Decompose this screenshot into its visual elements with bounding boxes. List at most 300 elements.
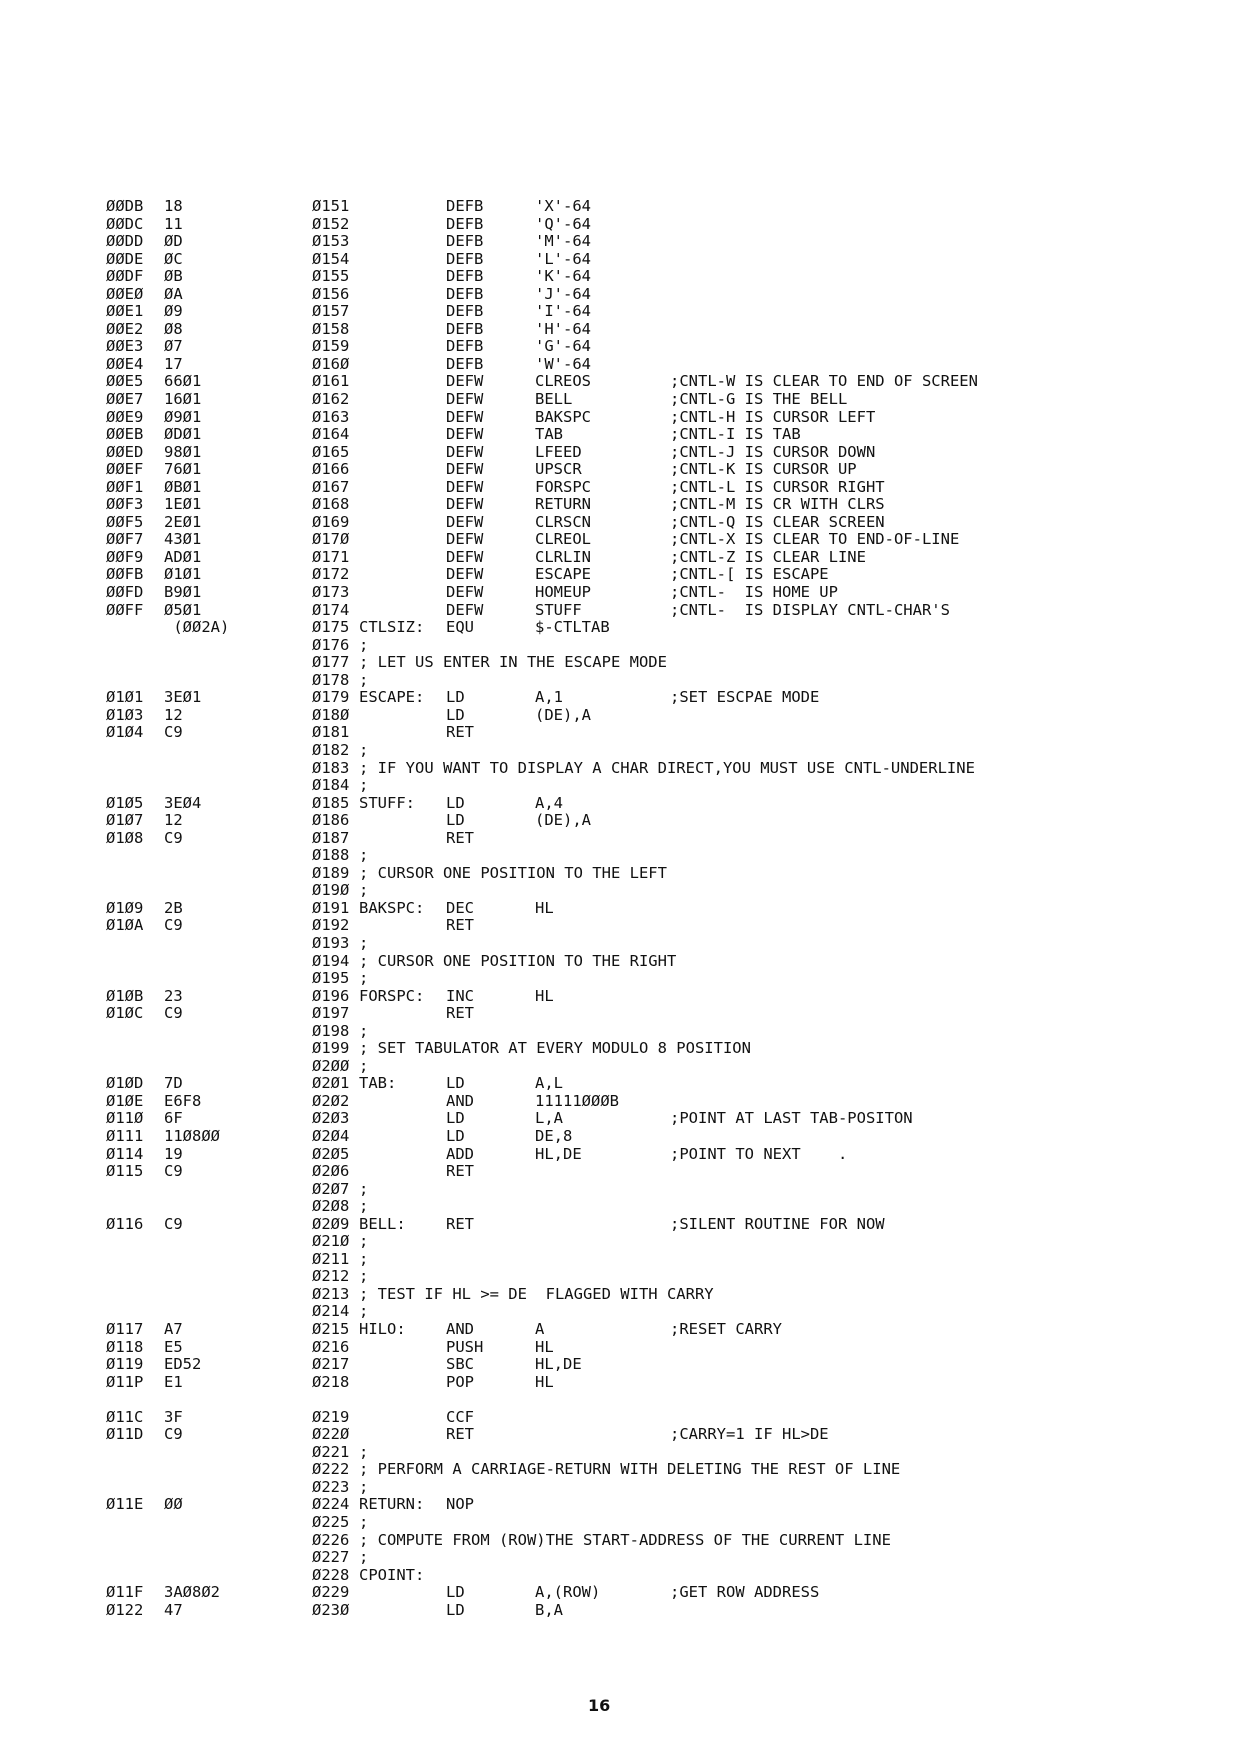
line-number: Ø223 — [312, 1477, 350, 1496]
line-number: Ø2Ø8 — [312, 1197, 350, 1216]
object-code: ØA — [164, 284, 183, 303]
operand: BAKSPC — [535, 407, 591, 426]
line-number: Ø191 — [312, 898, 350, 917]
label: RETURN: — [359, 1495, 425, 1514]
object-code: A7 — [164, 1320, 183, 1338]
label: ; — [359, 1021, 369, 1040]
mnemonic: RET — [446, 1425, 474, 1444]
comment-text: ; IF YOU WANT TO DISPLAY A CHAR DIRECT,YOU MUST USE CNTL-UNDERLINE — [359, 758, 975, 777]
object-code: 17 — [164, 354, 183, 373]
address: ØØE4 — [106, 354, 144, 373]
line-number: Ø224 — [312, 1495, 350, 1514]
object-code: E6F8 — [164, 1091, 202, 1110]
label: BELL: — [359, 1214, 406, 1233]
line-number: Ø152 — [312, 214, 350, 233]
line-number: Ø19Ø — [312, 881, 350, 900]
label: TAB: — [359, 1074, 397, 1093]
line-number: Ø2Ø1 — [312, 1074, 350, 1093]
mnemonic: LD — [446, 811, 465, 830]
line-number: Ø229 — [312, 1583, 350, 1602]
operand: CLRSCN — [535, 512, 591, 531]
object-code: C9 — [164, 1214, 183, 1233]
address: ØØDD — [106, 232, 144, 251]
operand: 'H'-64 — [535, 319, 591, 338]
object-code: Ø9Ø1 — [164, 407, 202, 426]
operand: TAB — [535, 425, 563, 444]
operand: 'M'-64 — [535, 232, 591, 251]
line-number: Ø181 — [312, 723, 350, 742]
mnemonic: LD — [446, 705, 465, 724]
address: ØØDB — [106, 197, 144, 215]
label: STUFF: — [359, 793, 415, 812]
operand: HL,DE — [535, 1355, 582, 1374]
object-code: ØBØ1 — [164, 477, 202, 496]
line-number: Ø151 — [312, 197, 350, 215]
address: ØØEØ — [106, 284, 144, 303]
mnemonic: POP — [446, 1372, 474, 1391]
line-number: Ø178 — [312, 670, 350, 689]
mnemonic: DEFW — [446, 460, 484, 479]
comment: ;CNTL-Q IS CLEAR SCREEN — [670, 512, 885, 531]
label: ; — [359, 1179, 369, 1198]
label: ; — [359, 1513, 369, 1532]
object-code: 11 — [164, 214, 183, 233]
line-number: Ø215 — [312, 1320, 350, 1338]
line-number: Ø194 — [312, 951, 350, 970]
object-code: ØØ — [164, 1495, 183, 1514]
label: ; — [359, 1442, 369, 1461]
object-code: Ø5Ø1 — [164, 600, 202, 619]
operand: 'W'-64 — [535, 354, 591, 373]
object-code: ED52 — [164, 1355, 202, 1374]
label: ; — [359, 881, 369, 900]
operand: 'L'-64 — [535, 249, 591, 268]
line-number: Ø214 — [312, 1302, 350, 1321]
mnemonic: DEFW — [446, 477, 484, 496]
mnemonic: SBC — [446, 1355, 474, 1374]
operand: 'X'-64 — [535, 197, 591, 215]
object-code: Ø7 — [164, 337, 183, 356]
address: ØØF9 — [106, 547, 144, 566]
line-number: Ø161 — [312, 372, 350, 391]
mnemonic: ADD — [446, 1144, 474, 1163]
line-number: Ø162 — [312, 390, 350, 409]
line-number: Ø192 — [312, 916, 350, 935]
address: Ø1Ø1 — [106, 688, 144, 707]
operand: 'Q'-64 — [535, 214, 591, 233]
address: ØØE2 — [106, 319, 144, 338]
address: Ø1Ø3 — [106, 705, 144, 724]
comment: ;CARRY=1 IF HL>DE — [670, 1425, 829, 1444]
mnemonic: DEFB — [446, 214, 484, 233]
address: ØØF1 — [106, 477, 144, 496]
operand: 'G'-64 — [535, 337, 591, 356]
line-number: Ø2Ø3 — [312, 1109, 350, 1128]
object-code: E1 — [164, 1372, 183, 1391]
address: Ø11P — [106, 1372, 144, 1391]
line-number: Ø221 — [312, 1442, 350, 1461]
label: ESCAPE: — [359, 688, 425, 707]
comment: ;SET ESCPAE MODE — [670, 688, 820, 707]
mnemonic: DEFW — [446, 530, 484, 549]
mnemonic: AND — [446, 1320, 474, 1338]
operand: B,A — [535, 1600, 563, 1619]
line-number: Ø168 — [312, 495, 350, 514]
operand: 'I'-64 — [535, 302, 591, 321]
operand: CLREOL — [535, 530, 591, 549]
object-code: 7D — [164, 1074, 183, 1093]
mnemonic: DEFW — [446, 407, 484, 426]
address: ØØE5 — [106, 372, 144, 391]
object-code: Ø8 — [164, 319, 183, 338]
address: Ø118 — [106, 1337, 144, 1356]
line-number: Ø179 — [312, 688, 350, 707]
line-number: Ø197 — [312, 1004, 350, 1023]
line-number: Ø196 — [312, 986, 350, 1005]
line-number: Ø182 — [312, 740, 350, 759]
address: ØØF7 — [106, 530, 144, 549]
label: BAKSPC: — [359, 898, 425, 917]
comment: ;CNTL-K IS CURSOR UP — [670, 460, 857, 479]
line-number: Ø166 — [312, 460, 350, 479]
label: ; — [359, 1197, 369, 1216]
comment: ;POINT TO NEXT . — [670, 1144, 848, 1163]
object-code: B9Ø1 — [164, 583, 202, 602]
label: ; — [359, 1548, 369, 1567]
line-number: Ø185 — [312, 793, 350, 812]
line-number: Ø2Ø5 — [312, 1144, 350, 1163]
mnemonic: DEFB — [446, 232, 484, 251]
address: ØØDC — [106, 214, 144, 233]
comment: ;CNTL-M IS CR WITH CLRS — [670, 495, 885, 514]
line-number: Ø2ØØ — [312, 1056, 350, 1075]
object-code: ØB — [164, 267, 183, 286]
object-code: 11Ø8ØØ — [164, 1126, 220, 1145]
line-number: Ø183 — [312, 758, 350, 777]
mnemonic: DEFW — [446, 600, 484, 619]
line-number: Ø2Ø4 — [312, 1126, 350, 1145]
mnemonic: LD — [446, 1583, 465, 1602]
mnemonic: DEFB — [446, 337, 484, 356]
comment: ;CNTL-J IS CURSOR DOWN — [670, 442, 876, 461]
label: ; — [359, 1249, 369, 1268]
address: ØØFB — [106, 565, 144, 584]
address: ØØF5 — [106, 512, 144, 531]
line-number: Ø163 — [312, 407, 350, 426]
object-code: (ØØ2A) — [164, 618, 230, 637]
line-number: Ø212 — [312, 1267, 350, 1286]
operand: HL — [535, 898, 554, 917]
object-code: 23 — [164, 986, 183, 1005]
line-number: Ø198 — [312, 1021, 350, 1040]
address: ØØED — [106, 442, 144, 461]
address: ØØF3 — [106, 495, 144, 514]
object-code: 3AØ8Ø2 — [164, 1583, 220, 1602]
address: ØØFF — [106, 600, 144, 619]
line-number: Ø171 — [312, 547, 350, 566]
object-code: 18 — [164, 197, 183, 215]
object-code: C9 — [164, 723, 183, 742]
line-number: Ø2Ø9 — [312, 1214, 350, 1233]
mnemonic: DEFB — [446, 249, 484, 268]
line-number: Ø219 — [312, 1407, 350, 1426]
mnemonic: LD — [446, 1109, 465, 1128]
mnemonic: RET — [446, 828, 474, 847]
line-number: Ø172 — [312, 565, 350, 584]
comment-text: ; SET TABULATOR AT EVERY MODULO 8 POSITION — [359, 1039, 751, 1058]
line-number: Ø216 — [312, 1337, 350, 1356]
address: ØØDF — [106, 267, 144, 286]
line-number: Ø153 — [312, 232, 350, 251]
line-number: Ø17Ø — [312, 530, 350, 549]
comment: ;CNTL-H IS CURSOR LEFT — [670, 407, 876, 426]
mnemonic: DEFW — [446, 512, 484, 531]
operand: LFEED — [535, 442, 582, 461]
operand: (DE),A — [535, 705, 591, 724]
operand: A,4 — [535, 793, 563, 812]
line-number: Ø158 — [312, 319, 350, 338]
object-code: Ø9 — [164, 302, 183, 321]
line-number: Ø167 — [312, 477, 350, 496]
line-number: Ø189 — [312, 863, 350, 882]
address: Ø1ØD — [106, 1074, 144, 1093]
mnemonic: LD — [446, 688, 465, 707]
label: ; — [359, 969, 369, 988]
address: Ø1ØC — [106, 1004, 144, 1023]
address: Ø1ØE — [106, 1091, 144, 1110]
mnemonic: DEFB — [446, 197, 484, 215]
line-number: Ø211 — [312, 1249, 350, 1268]
line-number: Ø165 — [312, 442, 350, 461]
mnemonic: RET — [446, 723, 474, 742]
object-code: 47 — [164, 1600, 183, 1619]
address: Ø11C — [106, 1407, 144, 1426]
operand: 'J'-64 — [535, 284, 591, 303]
line-number: Ø218 — [312, 1372, 350, 1391]
comment-text: ; CURSOR ONE POSITION TO THE LEFT — [359, 863, 667, 882]
mnemonic: LD — [446, 1126, 465, 1145]
line-number: Ø217 — [312, 1355, 350, 1374]
object-code: C9 — [164, 1162, 183, 1181]
object-code: 3EØ4 — [164, 793, 202, 812]
comment: ;CNTL-[ IS ESCAPE — [670, 565, 829, 584]
object-code: 3F — [164, 1407, 183, 1426]
label: CPOINT: — [359, 1565, 425, 1584]
line-number: Ø2Ø2 — [312, 1091, 350, 1110]
line-number: Ø2Ø7 — [312, 1179, 350, 1198]
address: Ø11Ø — [106, 1109, 144, 1128]
mnemonic: DEC — [446, 898, 474, 917]
address: Ø11F — [106, 1583, 144, 1602]
comment-text: ; PERFORM A CARRIAGE-RETURN WITH DELETING THE REST OF LINE — [359, 1460, 901, 1479]
label: ; — [359, 740, 369, 759]
line-number: Ø225 — [312, 1513, 350, 1532]
object-code: 76Ø1 — [164, 460, 202, 479]
object-code: 98Ø1 — [164, 442, 202, 461]
line-number: Ø154 — [312, 249, 350, 268]
address: Ø1Ø9 — [106, 898, 144, 917]
line-number: Ø169 — [312, 512, 350, 531]
line-number: Ø21Ø — [312, 1232, 350, 1251]
operand: CLREOS — [535, 372, 591, 391]
line-number: Ø186 — [312, 811, 350, 830]
label: FORSPC: — [359, 986, 425, 1005]
object-code: 66Ø1 — [164, 372, 202, 391]
mnemonic: DEFW — [446, 390, 484, 409]
mnemonic: NOP — [446, 1495, 474, 1514]
operand: A,L — [535, 1074, 563, 1093]
object-code: 43Ø1 — [164, 530, 202, 549]
line-number: Ø22Ø — [312, 1425, 350, 1444]
address: Ø11E — [106, 1495, 144, 1514]
label: ; — [359, 1232, 369, 1251]
line-number: Ø173 — [312, 583, 350, 602]
operand: RETURN — [535, 495, 591, 514]
address: Ø111 — [106, 1126, 144, 1145]
line-number: Ø227 — [312, 1548, 350, 1567]
line-number: Ø156 — [312, 284, 350, 303]
label: ; — [359, 670, 369, 689]
address: Ø1Ø4 — [106, 723, 144, 742]
label: CTLSIZ: — [359, 618, 425, 637]
comment-text: ; COMPUTE FROM (ROW)THE START-ADDRESS OF THE CURRENT LINE — [359, 1530, 891, 1549]
address: ØØE9 — [106, 407, 144, 426]
mnemonic: RET — [446, 1004, 474, 1023]
object-code: ØC — [164, 249, 183, 268]
object-code: 2B — [164, 898, 183, 917]
address: ØØDE — [106, 249, 144, 268]
object-code: 2EØ1 — [164, 512, 202, 531]
line-number: Ø195 — [312, 969, 350, 988]
line-number: Ø177 — [312, 653, 350, 672]
comment: ;CNTL- IS DISPLAY CNTL-CHAR'S — [670, 600, 950, 619]
operand: HL,DE — [535, 1144, 582, 1163]
operand: HL — [535, 986, 554, 1005]
operand: CLRLIN — [535, 547, 591, 566]
address: ØØE7 — [106, 390, 144, 409]
address: Ø1ØB — [106, 986, 144, 1005]
line-number: Ø228 — [312, 1565, 350, 1584]
operand: A — [535, 1320, 545, 1338]
operand: DE,8 — [535, 1126, 573, 1145]
line-number: Ø222 — [312, 1460, 350, 1479]
mnemonic: LD — [446, 793, 465, 812]
comment: ;GET ROW ADDRESS — [670, 1583, 820, 1602]
label: ; — [359, 1477, 369, 1496]
object-code: Ø1Ø1 — [164, 565, 202, 584]
object-code: 1EØ1 — [164, 495, 202, 514]
label: ; — [359, 635, 369, 654]
line-number: Ø23Ø — [312, 1600, 350, 1619]
mnemonic: CCF — [446, 1407, 474, 1426]
operand: 'K'-64 — [535, 267, 591, 286]
comment: ;CNTL-X IS CLEAR TO END-OF-LINE — [670, 530, 960, 549]
operand: STUFF — [535, 600, 582, 619]
address: Ø1ØA — [106, 916, 144, 935]
line-number: Ø226 — [312, 1530, 350, 1549]
mnemonic: LD — [446, 1600, 465, 1619]
mnemonic: DEFW — [446, 425, 484, 444]
label: ; — [359, 1056, 369, 1075]
comment: ;CNTL-L IS CURSOR RIGHT — [670, 477, 885, 496]
address: ØØFD — [106, 583, 144, 602]
operand: UPSCR — [535, 460, 582, 479]
operand: 11111ØØØB — [535, 1091, 619, 1110]
mnemonic: PUSH — [446, 1337, 484, 1356]
mnemonic: DEFB — [446, 319, 484, 338]
address: Ø1Ø7 — [106, 811, 144, 830]
label: ; — [359, 933, 369, 952]
mnemonic: LD — [446, 1074, 465, 1093]
operand: HOMEUP — [535, 583, 591, 602]
comment: ;SILENT ROUTINE FOR NOW — [670, 1214, 885, 1233]
object-code: C9 — [164, 1004, 183, 1023]
line-number: Ø157 — [312, 302, 350, 321]
line-number: Ø176 — [312, 635, 350, 654]
comment: ;CNTL-Z IS CLEAR LINE — [670, 547, 866, 566]
mnemonic: DEFW — [446, 372, 484, 391]
mnemonic: DEFW — [446, 442, 484, 461]
mnemonic: RET — [446, 1214, 474, 1233]
line-number: Ø159 — [312, 337, 350, 356]
line-number: Ø184 — [312, 776, 350, 795]
line-number: Ø174 — [312, 600, 350, 619]
operand: L,A — [535, 1109, 563, 1128]
address: Ø117 — [106, 1320, 144, 1338]
comment-text: ; TEST IF HL >= DE FLAGGED WITH CARRY — [359, 1284, 714, 1303]
mnemonic: AND — [446, 1091, 474, 1110]
address: Ø119 — [106, 1355, 144, 1374]
operand: BELL — [535, 390, 573, 409]
object-code: 6F — [164, 1109, 183, 1128]
comment-text: ; LET US ENTER IN THE ESCAPE MODE — [359, 653, 667, 672]
line-number: Ø187 — [312, 828, 350, 847]
address: Ø114 — [106, 1144, 144, 1163]
object-code: 16Ø1 — [164, 390, 202, 409]
mnemonic: INC — [446, 986, 474, 1005]
mnemonic: DEFB — [446, 354, 484, 373]
mnemonic: DEFW — [446, 495, 484, 514]
line-number: Ø199 — [312, 1039, 350, 1058]
page-number: 16 — [588, 1696, 611, 1715]
object-code: ØDØ1 — [164, 425, 202, 444]
address: Ø1Ø8 — [106, 828, 144, 847]
comment: ;CNTL-W IS CLEAR TO END OF SCREEN — [670, 372, 978, 391]
operand: FORSPC — [535, 477, 591, 496]
object-code: 3EØ1 — [164, 688, 202, 707]
object-code: 19 — [164, 1144, 183, 1163]
comment: ;CNTL- IS HOME UP — [670, 583, 838, 602]
operand: ESCAPE — [535, 565, 591, 584]
address: Ø11D — [106, 1425, 144, 1444]
comment: ;POINT AT LAST TAB-POSITON — [670, 1109, 913, 1128]
comment: ;RESET CARRY — [670, 1320, 782, 1338]
address: Ø1Ø5 — [106, 793, 144, 812]
mnemonic: DEFB — [446, 302, 484, 321]
line-number: Ø16Ø — [312, 354, 350, 373]
mnemonic: RET — [446, 1162, 474, 1181]
operand: HL — [535, 1337, 554, 1356]
address: Ø116 — [106, 1214, 144, 1233]
label: HILO: — [359, 1320, 406, 1338]
object-code: C9 — [164, 916, 183, 935]
line-number: Ø2Ø6 — [312, 1162, 350, 1181]
operand: A,(ROW) — [535, 1583, 601, 1602]
line-number: Ø193 — [312, 933, 350, 952]
line-number: Ø213 — [312, 1284, 350, 1303]
address: ØØEB — [106, 425, 144, 444]
object-code: E5 — [164, 1337, 183, 1356]
